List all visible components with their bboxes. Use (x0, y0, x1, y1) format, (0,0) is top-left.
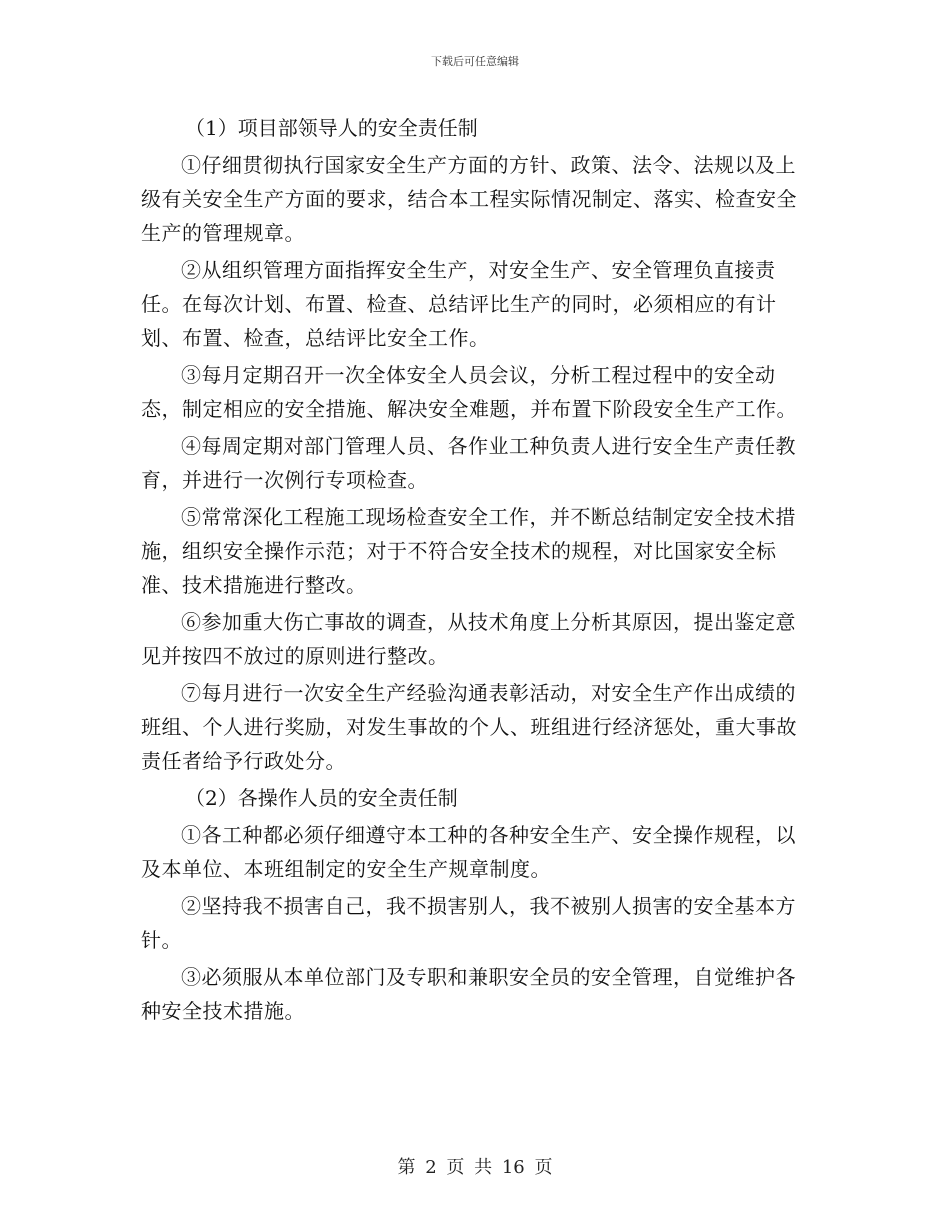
paragraph-2-1: ①各工种都必须仔细遵守本工种的各种安全生产、安全操作规程，以及本单位、本班组制定的安全生产规章制度。 (141, 823, 796, 881)
paragraph-2-2: ②坚持我不损害自己，我不损害别人，我不被别人损害的安全基本方针。 (141, 894, 796, 952)
paragraph-1-6: ⑥参加重大伤亡事故的调查，从技术角度上分析其原因，提出鉴定意见并按四不放过的原则进行整改。 (141, 610, 796, 668)
paragraph-1-4: ④每周定期对部门管理人员、各作业工种负责人进行安全生产责任教育，并进行一次例行专项检查。 (141, 434, 796, 492)
section-heading-1: （1）项目部领导人的安全责任制 (185, 116, 478, 140)
page-header: 下载后可任意编辑 (431, 55, 519, 68)
section-heading-2: （2）各操作人员的安全责任制 (185, 786, 458, 810)
paragraph-1-2: ②从组织管理方面指挥安全生产，对安全生产、安全管理负直接责任。在每次计划、布置、检查、总结评比生产的同时，必须相应的有计划、布置、检查，总结评比安全工作。 (141, 258, 777, 350)
paragraph-2-3: ③必须服从本单位部门及专职和兼职安全员的安全管理，自觉维护各种安全技术措施。 (141, 965, 796, 1023)
paragraph-1-5: ⑤常常深化工程施工现场检查安全工作，并不断总结制定安全技术措施，组织安全操作示范；对于不符合安全技术的规程，对比国家安全标准、技术措施进行整改。 (141, 505, 796, 597)
paragraph-1-3: ③每月定期召开一次全体安全人员会议，分析工程过程中的安全动态，制定相应的安全措施、解决安全难题，并布置下阶段安全生产工作。 (141, 363, 797, 421)
document-body (141, 111, 811, 1031)
paragraph-1-1: ①仔细贯彻执行国家安全生产方面的方针、政策、法令、法规以及上级有关安全生产方面的要求，结合本工程实际情况制定、落实、检查安全生产的管理规章。 (141, 153, 797, 245)
paragraph-1-7: ⑦每月进行一次安全生产经验沟通表彰活动，对安全生产作出成绩的班组、个人进行奖励，对发生事故的个人、班组进行经济惩处，重大事故责任者给予行政处分。 (141, 681, 797, 773)
page-footer: 第 2 页 共 16 页 (397, 1157, 553, 1178)
